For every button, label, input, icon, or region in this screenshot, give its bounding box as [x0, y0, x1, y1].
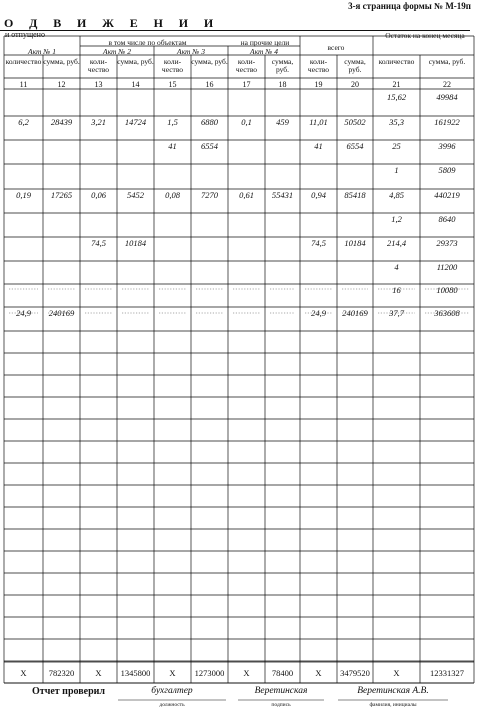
column-number: 17 [242, 80, 251, 89]
table-cell: 25 [392, 141, 401, 151]
table-cell: 6554 [201, 141, 218, 151]
header-total: всего [327, 43, 345, 52]
table-cell: 11200 [436, 262, 458, 272]
header-remainder: Остаток на конец месяца [385, 31, 465, 40]
table-cell: 8640 [438, 214, 456, 224]
table-cell: 0,1 [241, 117, 252, 127]
table-cell: 35,3 [389, 117, 404, 127]
total-cell: 3479520 [340, 668, 370, 678]
table-cell: 14724 [124, 117, 147, 127]
table-cell: 10184 [124, 238, 147, 248]
table-cell: 5809 [438, 165, 456, 175]
table-cell: 214,4 [386, 238, 407, 248]
column-subheader: сумма, руб. [191, 57, 228, 66]
table-cell: 17265 [50, 190, 73, 200]
column-subheader: коли-чество [235, 57, 258, 74]
column-subheader: коли-чество [87, 57, 110, 74]
table-cell: 15,62 [386, 92, 407, 102]
column-subheader: коли-чество [161, 57, 184, 74]
table-cell: 240169 [342, 308, 368, 318]
total-cell: 1345800 [120, 668, 151, 678]
footer-full-name: Веретинская А.В. [357, 686, 429, 696]
header-by-objects: в том числе по объектам [108, 38, 187, 47]
column-number: 12 [57, 80, 66, 89]
total-cell: X [169, 668, 176, 678]
table-cell: 1,2 [391, 214, 402, 224]
total-cell: 12331327 [430, 668, 464, 678]
table-cell: 85418 [344, 190, 366, 200]
subtitle: и отпущено [5, 30, 45, 39]
table-cell: 24,9 [311, 308, 326, 318]
table-cell: 240169 [48, 308, 75, 318]
column-number: 22 [443, 80, 451, 89]
table-cell: 41 [314, 141, 323, 151]
column-subheader: количество [378, 57, 415, 66]
column-subheader: количество [5, 57, 42, 66]
table-cell: 10080 [436, 285, 458, 295]
column-subheader: сумма, руб. [344, 57, 366, 74]
table-cell: 6554 [346, 141, 364, 151]
table-cell: 29373 [436, 238, 458, 248]
table-cell: 6,2 [18, 117, 29, 127]
column-subheader: сумма, руб. [117, 57, 154, 66]
table-cell: 49984 [436, 92, 458, 102]
table-cell: 55431 [271, 190, 294, 200]
table-cell: 459 [276, 117, 289, 127]
footer-position: бухгалтер [151, 686, 193, 696]
column-subheader: сумма, руб. [271, 57, 294, 74]
table-cell: 74,5 [91, 238, 106, 248]
column-subheader: коли-чество [307, 57, 330, 74]
total-cell: X [95, 668, 102, 678]
header-act-3: Акт № 3 [177, 47, 205, 56]
table-cell: 161922 [434, 117, 460, 127]
total-cell: 78400 [271, 668, 294, 678]
page-title: О Д В И Ж Е Н И И [4, 16, 220, 30]
header-act-4: Акт № 4 [250, 47, 278, 56]
total-cell: X [20, 668, 27, 678]
table-cell: 0,94 [311, 190, 326, 200]
table-cell: 0,08 [165, 190, 180, 200]
header-other-needs: на прочие цели [240, 38, 290, 47]
column-subheader: сумма, руб. [428, 57, 466, 66]
footer-signature-caption: подпись [271, 702, 291, 708]
column-number: 14 [131, 80, 140, 89]
table-cell: 74,5 [311, 238, 326, 248]
table-cell: 0,06 [91, 190, 106, 200]
column-subheader: сумма, руб. [43, 57, 80, 66]
table-cell: 1 [394, 165, 399, 175]
total-cell: X [393, 668, 400, 678]
table-cell: 0,19 [16, 190, 31, 200]
table-cell: 50502 [344, 117, 366, 127]
column-number: 19 [314, 80, 323, 89]
column-number: 21 [392, 80, 401, 89]
column-number: 20 [351, 80, 359, 89]
table-cell: 3,21 [91, 117, 106, 127]
column-number: 13 [94, 80, 103, 89]
footer-position-caption: должность [159, 702, 185, 708]
table-cell: 41 [168, 141, 177, 151]
header-act-2: Акт № 2 [103, 47, 131, 56]
footer-label: Отчет проверил [32, 686, 106, 697]
total-cell: 1273000 [194, 668, 225, 678]
column-number: 11 [19, 80, 28, 89]
table-cell: 11,01 [309, 117, 328, 127]
form-title: 3-я страница формы № М-19п [348, 1, 471, 11]
footer-signature: Веретинская [254, 686, 308, 696]
table-cell: 4 [394, 262, 399, 272]
total-cell: X [243, 668, 250, 678]
table-cell: 6880 [201, 117, 218, 127]
total-cell: 782320 [48, 668, 75, 678]
column-number: 15 [168, 80, 177, 89]
table-cell: 28439 [50, 117, 73, 127]
table-cell: 0,61 [239, 190, 254, 200]
table-cell: 1,5 [167, 117, 178, 127]
table-cell: 24,9 [16, 308, 31, 318]
total-cell: X [315, 668, 322, 678]
footer-name-caption: фамилия, инициалы [369, 702, 417, 708]
column-number: 16 [205, 80, 214, 89]
table-cell: 16 [392, 285, 401, 295]
column-number: 18 [278, 80, 287, 89]
table-cell: 5452 [127, 190, 144, 200]
table-cell: 440219 [434, 190, 460, 200]
table-cell: 3996 [438, 141, 456, 151]
table-cell: 363608 [434, 308, 460, 318]
table-cell: 10184 [344, 238, 366, 248]
table-cell: 4,85 [389, 190, 404, 200]
header-act-1: Акт № 1 [28, 47, 56, 56]
table-cell: 7270 [201, 190, 218, 200]
table-cell: 37,7 [389, 308, 404, 318]
